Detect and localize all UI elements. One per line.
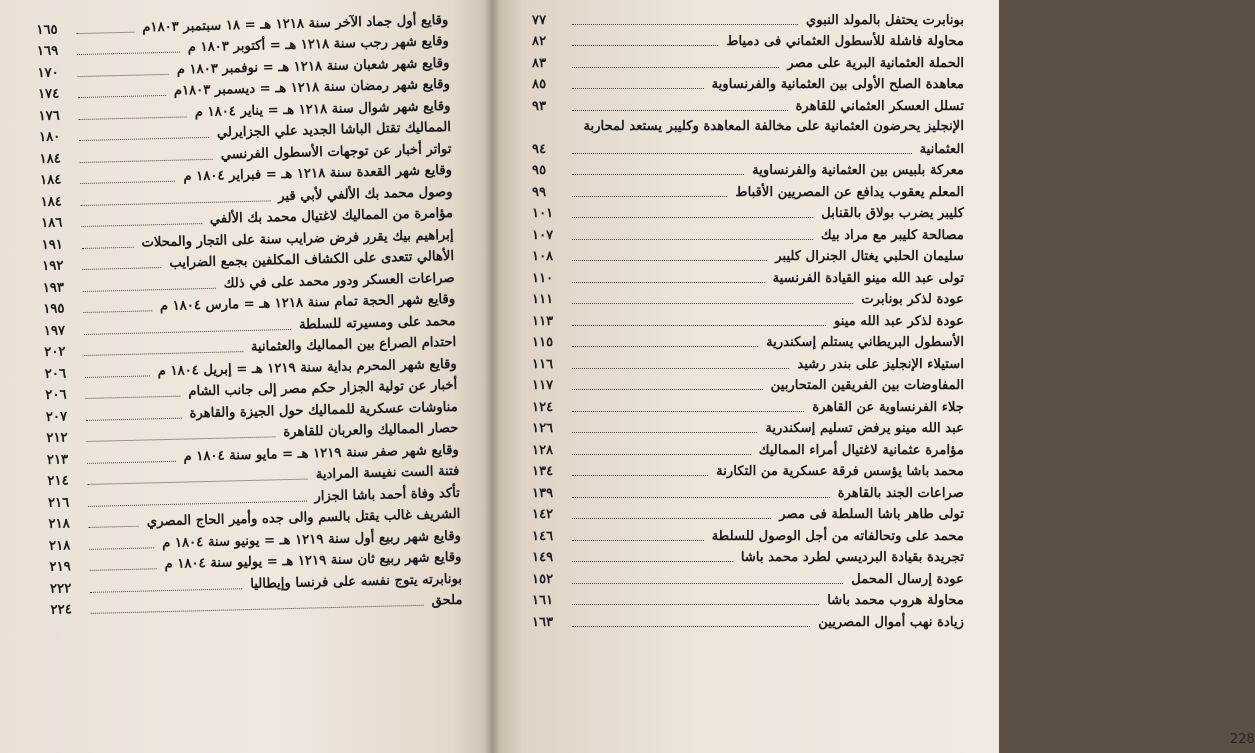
toc-entry-page: ٢١٤ <box>47 473 69 489</box>
dot-leader <box>82 246 134 248</box>
toc-entry-page: ١١٦ <box>532 356 554 372</box>
toc-entry-title: الأسطول البريطاني يستلم إسكندرية <box>766 335 964 350</box>
toc-entry-title: عودة إرسال المحمل <box>851 571 964 587</box>
toc-entry <box>532 352 964 374</box>
dot-leader <box>88 500 306 506</box>
toc-entry <box>532 331 964 353</box>
dot-leader <box>572 346 758 347</box>
toc-entry <box>532 567 964 589</box>
toc-entry-title: تجريدة بقيادة البرديسي لطرد محمد باشا <box>740 550 964 565</box>
dot-leader <box>90 568 157 571</box>
dot-leader <box>77 52 180 56</box>
dot-leader <box>80 181 175 184</box>
toc-entry-title: جلاء الفرنساوية عن القاهرة <box>812 399 964 415</box>
toc-entry-title: وقايع شهر شعبان سنة ١٢١٨ هـ = نوفمبر ١٨٠٣ م <box>176 55 450 78</box>
toc-entry-page: ١٢٦ <box>532 421 554 436</box>
toc-entry-title-continued: العثمانية <box>919 141 964 157</box>
toc-entry <box>532 8 964 30</box>
dot-leader <box>82 267 161 270</box>
toc-entry-title: بونابرته يتوج نفسه على فرنسا وإيطاليا <box>250 571 463 592</box>
toc-entry-page: ١٦٥ <box>36 22 58 38</box>
toc-entry-page: ٨٢ <box>532 34 547 49</box>
dot-leader <box>88 479 308 485</box>
toc-entry-title: مصالحة كليبر مع مراد بيك <box>820 227 964 243</box>
dot-leader <box>80 158 213 162</box>
toc-entry-page: ٢١٢ <box>46 430 68 446</box>
toc-entry <box>532 180 964 202</box>
toc-entry <box>532 503 964 525</box>
toc-entry-title: المعلم يعقوب يدافع عن المصريين الأقباط <box>735 184 964 200</box>
right-toc-list <box>532 8 964 632</box>
dot-leader <box>84 328 291 334</box>
toc-entry-page: ١٣٩ <box>532 485 554 501</box>
left-toc-list <box>36 8 463 620</box>
toc-entry-page: ١٩٣ <box>42 279 65 296</box>
dot-leader <box>78 95 166 98</box>
toc-entry-title: سليمان الحلبي يغتال الجنرال كليبر <box>775 249 964 264</box>
toc-entry <box>532 223 964 245</box>
toc-entry-title: محاولة هروب محمد باشا <box>827 593 964 608</box>
dot-leader <box>85 375 150 378</box>
toc-entry <box>532 202 964 224</box>
toc-entry-page: ١٧٦ <box>38 108 60 124</box>
toc-entry-title: كليبر يضرب بولاق بالقنابل <box>821 206 964 221</box>
dot-leader <box>572 561 733 562</box>
toc-entry-title: صراعات الجند بالقاهرة <box>837 485 964 501</box>
dot-leader <box>572 45 718 46</box>
toc-entry-title: زيادة نهب أموال المصريين <box>818 614 964 630</box>
dot-leader <box>81 200 271 206</box>
toc-entry-page: ١٤٢ <box>532 507 554 522</box>
toc-entry-title: تواتر أخبار عن توجهات الأسطول الفرنسي <box>220 141 452 163</box>
toc-entry-page: ١١١ <box>532 292 554 307</box>
dot-leader <box>572 174 744 175</box>
dot-leader <box>572 518 771 519</box>
dot-leader <box>572 432 757 433</box>
toc-entry-page: ١٥٢ <box>532 571 554 587</box>
toc-entry-page: ١٧٤ <box>37 86 60 103</box>
toc-entry-page: ١١٥ <box>532 335 554 350</box>
toc-entry-page: ١٨٤ <box>39 151 61 167</box>
dot-leader <box>89 547 154 550</box>
toc-entry-page: ١١٣ <box>532 313 554 329</box>
toc-entry-title: وقايع شهر شوال سنة ١٢١٨ هـ = يناير ١٨٠٤ م <box>194 98 451 120</box>
toc-entry-page: ١٦١ <box>532 593 554 608</box>
toc-entry-page: ١٩٢ <box>42 258 64 274</box>
toc-entry <box>532 374 964 396</box>
dot-leader <box>572 626 810 627</box>
toc-entry-title: محمد على ومسيرته للسلطة <box>298 313 456 333</box>
toc-entry-page: ١٠٧ <box>532 227 554 243</box>
dot-leader <box>572 24 798 25</box>
dot-leader <box>572 303 853 304</box>
dot-leader <box>572 217 813 218</box>
toc-entry-page: ١٢٨ <box>532 442 554 458</box>
dot-leader <box>79 116 187 120</box>
dot-leader <box>572 475 708 476</box>
dot-leader <box>83 310 152 313</box>
toc-entry-title: مناوشات عسكرية للمماليك حول الجيزة والقاهرة <box>189 399 458 421</box>
dot-leader <box>572 153 912 154</box>
toc-entry-title: وقايع أول جماد الآخر سنة ١٢١٨ هـ = ١٨ سبتمبر ١٨٠٣م <box>142 12 449 35</box>
dot-leader <box>87 460 176 463</box>
toc-entry-title: الأهالي تتعدى على الكشاف المكلفين بجمع الضرايب <box>169 248 455 271</box>
dot-leader <box>86 436 275 442</box>
toc-entry-page: ١٩١ <box>41 236 64 253</box>
toc-entry-title: صراعات العسكر ودور محمد على في ذلك <box>223 270 455 292</box>
toc-entry-title: الحملة العثمانية البرية على مصر <box>787 55 964 71</box>
toc-entry-page: ٩٥ <box>532 163 547 178</box>
dot-leader <box>572 497 830 498</box>
toc-entry-title: عبد الله مينو يرفض تسليم إسكندرية <box>765 421 964 436</box>
toc-entry-title: محاولة فاشلة للأسطول العثماني فى دمياط <box>726 34 964 49</box>
toc-entry-page: ١٨٠ <box>38 129 61 146</box>
toc-entry <box>532 94 964 116</box>
toc-entry <box>532 159 964 181</box>
dot-leader <box>86 417 182 420</box>
dot-leader <box>572 411 804 412</box>
toc-entry-page: ٩٩ <box>532 184 547 200</box>
dot-leader <box>572 325 826 326</box>
toc-entry-title: وقايع شهر القعدة سنة ١٢١٨ هـ = فبراير ١٨٠٤ م <box>183 162 453 185</box>
dot-leader <box>85 396 180 399</box>
toc-entry-title: الشريف غالب يقتل بالسم والى جده وأمير الحاج المصري <box>146 506 461 530</box>
toc-entry-page: ٢٠٢ <box>44 344 66 360</box>
dot-leader <box>572 110 788 111</box>
toc-entry-title: احتدام الصراع بين المماليك والعثمانية <box>250 334 457 355</box>
toc-entry-page: ١٦٣ <box>532 614 554 630</box>
toc-entry-page: ٢١٨ <box>48 537 71 554</box>
toc-entry <box>532 395 964 417</box>
toc-entry-title: بونابرت يحتفل بالمولد النبوي <box>806 12 964 28</box>
toc-entry-page: ٧٧ <box>532 12 547 28</box>
toc-entry <box>532 546 964 568</box>
toc-entry-page: ٢١٦ <box>47 494 70 511</box>
toc-entry-page: ٩٤ <box>532 141 547 157</box>
toc-entry-page: ١٩٥ <box>43 301 65 317</box>
left-page <box>0 0 492 753</box>
toc-entry-title: وقايع شهر رمضان سنة ١٢١٨ هـ = ديسمبر ١٨٠٣م <box>173 76 451 99</box>
dot-leader <box>572 368 789 369</box>
dot-leader <box>572 67 779 68</box>
toc-entry-page: ١٤٦ <box>532 528 554 544</box>
toc-entry-page: ٢٢٤ <box>50 602 73 618</box>
dot-leader <box>572 604 819 605</box>
toc-entry-title: عودة لذكر بونابرت <box>861 292 964 307</box>
toc-entry-page: ٢٠٦ <box>45 387 67 403</box>
toc-entry-page: ٨٣ <box>532 55 547 71</box>
toc-entry-page: ١٩٧ <box>43 322 66 339</box>
toc-entry-page: ٢٢٢ <box>49 580 72 597</box>
toc-entry <box>532 460 964 482</box>
toc-entry-title: مؤامرة من المماليك لاغتيال محمد بك الألفي <box>209 205 454 227</box>
toc-entry-title: وقايع شهر ربيع ثان سنة ١٢١٩ هـ = يوليو سنة ١٨٠٤ م <box>164 549 462 573</box>
toc-entry <box>532 610 964 632</box>
toc-entry-title: وقايع شهر ربيع أول سنة ١٢١٩ هـ = يونيو سنة ١٨٠٤ م <box>161 528 462 551</box>
toc-entry-page: ١١٠ <box>532 270 554 286</box>
toc-entry <box>532 245 964 267</box>
toc-entry-page: ١٠١ <box>532 206 554 221</box>
right-page <box>492 0 1255 753</box>
toc-entry-title: أخبار عن تولية الجزار حكم مصر إلى جانب الشام <box>188 377 458 400</box>
toc-entry-title: معركة بلبيس بين العثمانية والفرنساوية <box>752 163 964 178</box>
toc-entry-title: فتنة الست نفيسة المرادية <box>315 463 460 483</box>
dot-leader <box>572 454 751 455</box>
toc-entry-page: ٢١٨ <box>48 516 70 532</box>
dot-leader <box>79 137 209 141</box>
dot-leader <box>91 605 424 614</box>
dot-leader <box>572 389 763 390</box>
toc-entry-title: معاهدة الصلح الأولى بين العثمانية والفرنساوية <box>711 77 964 92</box>
dot-leader <box>572 239 813 240</box>
toc-entry-title: وصول محمد بك الألفي لأبي قير <box>277 184 453 204</box>
toc-entry <box>532 481 964 503</box>
toc-entry <box>532 438 964 460</box>
toc-entry-title: ملحق <box>431 592 463 609</box>
dot-leader <box>572 282 765 283</box>
toc-entry-title: تأكد وفاة أحمد باشا الجزار <box>314 485 461 504</box>
toc-entry-page: ٢٠٦ <box>44 365 67 382</box>
toc-entry-page: ٢١٣ <box>46 451 69 468</box>
dot-leader <box>84 351 243 356</box>
toc-entry-title: المماليك تقتل الباشا الجديد علي الجزايرلي <box>216 119 452 141</box>
dot-leader <box>83 287 216 291</box>
toc-entry-title: استيلاء الإنجليز على بندر رشيد <box>797 356 964 372</box>
toc-entry <box>532 51 964 73</box>
toc-entry-title: حصار المماليك والعربان للقاهرة <box>283 420 459 441</box>
dot-leader <box>90 588 242 593</box>
toc-entry-title: وقايع شهر رجب سنة ١٢١٨ هـ = أكتوبر ١٨٠٣ م <box>187 33 450 56</box>
toc-entry <box>532 417 964 439</box>
toc-entry <box>532 73 964 95</box>
toc-entry-title: المفاوضات بين الفريقين المتحاربين <box>770 378 964 393</box>
toc-entry-title: تولى عبد الله مينو القيادة الفرنسية <box>772 270 964 286</box>
toc-entry-title: تسلل العسكر العثماني للقاهرة <box>795 98 964 114</box>
toc-entry-title: عودة لذكر عبد الله مينو <box>833 313 964 329</box>
toc-entry <box>532 309 964 331</box>
toc-entry-page: ١٢٤ <box>532 399 554 415</box>
toc-entry-page: ٢١٩ <box>49 559 71 575</box>
toc-entry <box>532 116 964 159</box>
toc-entry <box>532 30 964 52</box>
toc-entry-title: مؤامرة عثمانية لاغتيال أمراء المماليك <box>758 442 964 458</box>
dot-leader <box>78 73 169 76</box>
toc-entry-page: ١٨٤ <box>39 172 62 189</box>
toc-entry-page: ١٤٩ <box>532 550 554 565</box>
toc-entry-title: محمد باشا يؤسس فرقة عسكرية من التكارنة <box>716 464 964 479</box>
toc-entry-page: ١٨٦ <box>40 215 63 232</box>
dot-leader <box>81 223 202 227</box>
dot-leader <box>572 196 727 197</box>
toc-entry-title: وقايع شهر الحجة تمام سنة ١٢١٨ هـ = مارس ١٨٠٤ م <box>159 291 456 315</box>
toc-entry-title: وقايع شهر المحرم بداية سنة ١٢١٩ هـ = إبريل ١٨٠٤ م <box>157 356 457 379</box>
toc-entry-page: ١٠٨ <box>532 249 554 264</box>
toc-entry <box>532 266 964 288</box>
dot-leader <box>76 31 134 33</box>
toc-entry-title: محمد على وتحالفاته من أجل الوصول للسلطة <box>711 528 964 544</box>
dot-leader <box>89 526 139 528</box>
toc-entry <box>532 288 964 310</box>
toc-entry-page: ١٣٤ <box>532 464 554 479</box>
dot-leader <box>572 88 704 89</box>
toc-entry-page: ٨٥ <box>532 77 547 92</box>
book-gutter <box>484 0 500 753</box>
toc-entry-page: ١٨٤ <box>40 193 63 210</box>
toc-entry-page: ١٧٠ <box>37 65 59 81</box>
toc-entry-title: تولى طاهر باشا السلطة فى مصر <box>779 507 964 522</box>
toc-entry <box>532 524 964 546</box>
dot-leader <box>572 583 843 584</box>
toc-entry-title: الإنجليز يحرضون العثمانية على مخالفة المعاهدة وكليبر يستعد لمحاربة <box>583 118 964 134</box>
dot-leader <box>572 260 767 261</box>
toc-entry-page: ٩٣ <box>532 98 547 114</box>
dot-leader <box>572 540 704 541</box>
toc-entry <box>532 589 964 611</box>
toc-entry-title: وقايع شهر صفر سنة ١٢١٩ هـ = مايو سنة ١٨٠٤ م <box>183 442 459 465</box>
toc-entry-page: ١١٧ <box>532 378 554 393</box>
page-number: 228 <box>1230 732 1255 747</box>
toc-entry-title: إبراهيم بيك يقرر فرض ضرايب سنة على التجار والمحلات <box>141 227 454 251</box>
toc-entry-page: ١٦٩ <box>36 43 59 60</box>
toc-entry-page: ٢٠٧ <box>45 408 68 425</box>
